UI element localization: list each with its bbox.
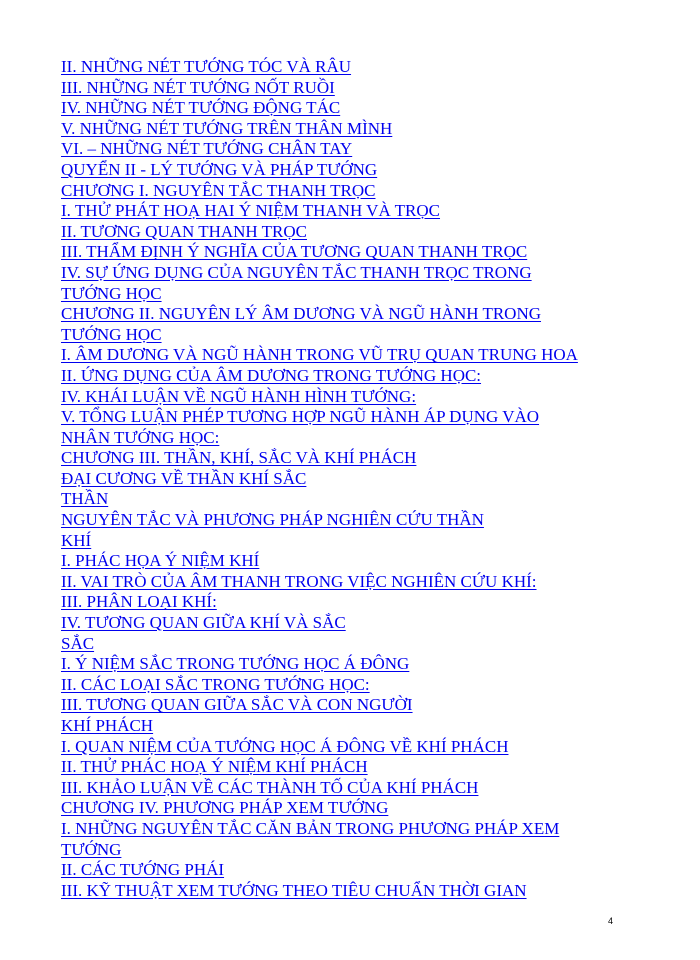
- toc-link[interactable]: III. NHỮNG NÉT TƯỚNG NỐT RUỒI: [61, 77, 335, 97]
- toc-link[interactable]: KHÍ PHÁCH: [61, 716, 154, 735]
- toc-link[interactable]: II. TƯƠNG QUAN THANH TRỌC: [61, 221, 307, 241]
- toc-link[interactable]: CHƯƠNG II. NGUYÊN LÝ ÂM DƯƠNG VÀ NGŨ HÀNH TRONG: [61, 304, 542, 324]
- toc-link[interactable]: QUYỂN II - LÝ TƯỚNG VÀ PHÁP TƯỚNG: [61, 159, 378, 179]
- toc-link[interactable]: I. THỬ PHÁT HOẠ HAI Ý NIỆM THANH VÀ TRỌC: [61, 201, 441, 221]
- toc-link[interactable]: I. QUAN NIỆM CỦA TƯỚNG HỌC Á ĐÔNG VỀ KHÍ PHÁCH: [61, 736, 509, 756]
- toc-link[interactable]: II. CÁC TƯỚNG PHÁI: [61, 860, 225, 880]
- toc-link[interactable]: V. TỔNG LUẬN PHÉP TƯƠNG HỢP NGŨ HÀNH ÁP DỤNG VÀO: [61, 407, 540, 427]
- toc-link[interactable]: I. NHỮNG NGUYÊN TẮC CĂN BẢN TRONG PHƯƠNG PHÁP XEM: [61, 818, 560, 838]
- toc-link[interactable]: TƯỚNG HỌC: [61, 324, 162, 344]
- toc-link[interactable]: KHÍ: [61, 530, 92, 550]
- toc-link[interactable]: II. ỨNG DỤNG CỦA ÂM DƯƠNG TRONG TƯỚNG HỌC:: [61, 365, 482, 385]
- toc-link[interactable]: III. KỸ THUẬT XEM TƯỚNG THEO TIÊU CHUẨN THỜI GIAN: [61, 880, 527, 900]
- toc-link[interactable]: I. Ý NIỆM SẮC TRONG TƯỚNG HỌC Á ĐÔNG: [61, 654, 410, 674]
- toc-link[interactable]: IV. TƯƠNG QUAN GIỮA KHÍ VÀ SẮC: [61, 613, 346, 633]
- toc-link[interactable]: III. TƯƠNG QUAN GIỮA SẮC VÀ CON NGƯỜI: [61, 695, 413, 715]
- toc-link[interactable]: IV. NHỮNG NÉT TƯỚNG ĐỘNG TÁC: [61, 98, 341, 118]
- toc-link[interactable]: II. THỬ PHÁC HOẠ Ý NIỆM KHÍ PHÁCH: [61, 757, 368, 777]
- toc-link[interactable]: IV. SỰ ỨNG DỤNG CỦA NGUYÊN TẮC THANH TRỌC TRONG: [61, 262, 532, 282]
- toc-link[interactable]: III. PHÂN LOẠI KHÍ:: [61, 592, 217, 612]
- toc-link[interactable]: V. NHỮNG NÉT TƯỚNG TRÊN THÂN MÌNH: [61, 118, 393, 138]
- toc-link[interactable]: ĐẠI CƯƠNG VỀ THẦN KHÍ SẮC: [61, 468, 307, 488]
- toc-link[interactable]: SẮC: [61, 633, 95, 653]
- toc-link[interactable]: III. KHẢO LUẬN VỀ CÁC THÀNH TỐ CỦA KHÍ PHÁCH: [61, 777, 479, 797]
- toc-link[interactable]: III. THẨM ĐỊNH Ý NGHĨA CỦA TƯƠNG QUAN THANH TRỌC: [61, 242, 528, 262]
- page-number: 4: [608, 916, 614, 926]
- table-of-contents: [61, 57, 641, 901]
- toc-link[interactable]: NGUYÊN TẮC VÀ PHƯƠNG PHÁP NGHIÊN CỨU THẦN: [61, 510, 484, 530]
- toc-link[interactable]: CHƯƠNG IV. PHƯƠNG PHÁP XEM TƯỚNG: [61, 798, 389, 818]
- toc-link[interactable]: VI. – NHỮNG NÉT TƯỚNG CHÂN TAY: [61, 139, 353, 159]
- toc-link[interactable]: I. PHÁC HỌA Ý NIỆM KHÍ: [61, 551, 260, 571]
- toc-link[interactable]: CHƯƠNG III. THẦN, KHÍ, SẮC VÀ KHÍ PHÁCH: [61, 448, 417, 468]
- toc-link[interactable]: CHƯƠNG I. NGUYÊN TẮC THANH TRỌC: [61, 180, 376, 200]
- toc-link[interactable]: II. VAI TRÒ CỦA ÂM THANH TRONG VIỆC NGHIÊN CỨU KHÍ:: [61, 571, 537, 591]
- toc-link[interactable]: THẦN: [61, 489, 109, 509]
- toc-link[interactable]: II. NHỮNG NÉT TƯỚNG TÓC VÀ RÂU: [61, 57, 352, 76]
- toc-link[interactable]: TƯỚNG HỌC: [61, 283, 162, 303]
- toc-link[interactable]: II. CÁC LOẠI SẮC TRONG TƯỚNG HỌC:: [61, 674, 370, 694]
- toc-link[interactable]: NHÂN TƯỚNG HỌC:: [61, 427, 220, 447]
- toc-link[interactable]: IV. KHÁI LUẬN VỀ NGŨ HÀNH HÌNH TƯỚNG:: [61, 386, 417, 406]
- toc-link[interactable]: I. ÂM DƯƠNG VÀ NGŨ HÀNH TRONG VŨ TRỤ QUAN TRUNG HOA: [61, 345, 578, 365]
- toc-link[interactable]: TƯỚNG: [61, 839, 122, 859]
